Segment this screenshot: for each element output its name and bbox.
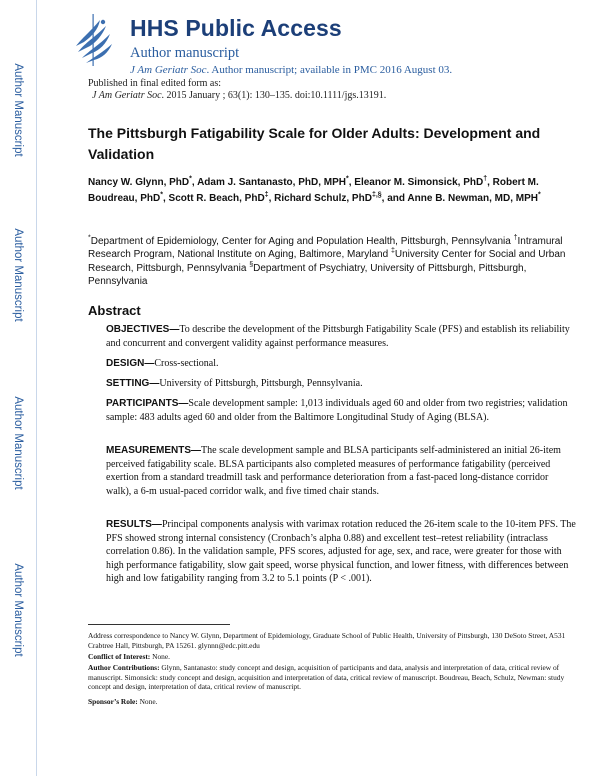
hhs-public-access-title: HHS Public Access [130, 15, 342, 41]
author: Richard Schulz, PhD‡,§, and [274, 191, 408, 204]
abstract-design: DESIGN—Cross-sectional. [106, 358, 219, 369]
left-margin [0, 0, 36, 776]
abstract-heading: Abstract [88, 303, 141, 318]
margin-divider [36, 0, 37, 776]
side-label: Author Manuscript [12, 63, 24, 157]
affiliation: Department of Epidemiology, Center for Aging and Population Health, Pittsburgh, Pennsylvania [90, 236, 511, 247]
author: Scott R. Beach, PhD‡, [168, 191, 275, 204]
article-title: The Pittsburgh Fatigability Scale for Older Adults: Development and Validation [88, 125, 541, 162]
abstract-results: RESULTS—Principal components analysis with varimax rotation reduced the 26-item scale to the 10-item PFS. The PFS showed strong internal consistency (Cronbach’s alpha 0.88) and excellent test–retest reliability (intraclass correlation 0.86). In the validation sample, PFS scores, adjusted for age, sex, and race, were greater for those with high performance fatigability, slow gait speed, worse physical function, and lower fitness, with differences between high and low fatigability ranging from 3.2 to 5.1 points (P < .001). [106, 519, 576, 584]
side-label: Author Manuscript [12, 396, 24, 490]
author: Anne B. Newman, MD, MPH* [407, 191, 541, 204]
affiliations: *Department of Epidemiology, Center for Aging and Population Health, Pittsburgh, Pennsylvania †Intramural Research Program, National Institute on Aging, Baltimore, Maryland ‡University Center for Social and Urban Research, Pittsburgh, Pennsylvania §Department of Psychiatry, University of Pittsburgh, Pittsburgh, Pennsylvania [88, 234, 566, 287]
author-manuscript-subtitle: Author manuscript [130, 45, 240, 61]
publication-citation: J Am Geriatr Soc. 2015 January ; 63(1): 130–135. doi:10.1111/jgs.13191. [92, 90, 387, 101]
affiliation: Intramural Research Program, National Institute on Aging, Baltimore, Maryland [88, 236, 563, 261]
journal-name: J Am Geriatr Soc [130, 64, 207, 76]
footnote-divider [88, 624, 230, 625]
author-list [88, 175, 584, 207]
sponsor-note: Sponsor’s Role: None. [88, 697, 158, 706]
side-label: Author Manuscript [12, 563, 24, 657]
abstract-measurements: MEASUREMENTS—The scale development sample and BLSA participants self-administered an initial 26-item perceived fatigability scale. BLSA participants also completed measures of performance fatigability (perceived exertion from a standard treadmill task and performance deterioration from a fast-paced long-distance corridor walk), a 6-m usual-paced corridor walk, and five timed chair stands. [106, 445, 561, 497]
side-label: Author Manuscript [12, 228, 24, 322]
availability-line: J Am Geriatr Soc. Author manuscript; available in PMC 2016 August 03. [130, 64, 453, 76]
publication-info: Published in final edited form as: J Am Geriatr Soc. 2015 January ; 63(1): 130–135. doi:10.1111/jgs.13191. [88, 78, 387, 101]
author: Eleanor M. Simonsick, PhD†, [354, 175, 493, 188]
abstract-objectives: OBJECTIVES—To describe the development of the Pittsburgh Fatigability Scale (PFS) and establish its reliability and concurrent and convergent validity against performance measures. [106, 324, 570, 349]
correspondence-note: Address correspondence to Nancy W. Glynn, Department of Epidemiology, Graduate School of Public Health, University of Pittsburgh, 130 DeSoto Street, A531 Crabtree Hall, Pittsburgh, PA 15261. glynnn@edc.pitt.edu [88, 631, 566, 650]
hhs-header [72, 12, 592, 74]
contributions-note: Author Contributions: Glynn, Santanasto: study concept and design, acquisition of participants and data, analysis and interpretation of data, critical review of manuscript. Simonsick: study concept and design, acquisition and interpretation of data, critical review of manuscript. Boudreau, Beach, Schulz, Newman: study concept and design, interpretation of data, critical review of manuscript. [88, 663, 565, 692]
conflict-note: Conflict of Interest: None. [88, 652, 170, 661]
abstract-setting: SETTING—University of Pittsburgh, Pittsburgh, Pennsylvania. [106, 378, 363, 389]
author: Nancy W. Glynn, PhD*, [88, 175, 198, 188]
affiliation: University Center for Social and Urban Research, Pittsburgh, Pennsylvania [88, 249, 566, 274]
abstract-participants: PARTICIPANTS—Scale development sample: 1,013 individuals aged 60 and older from two registries; validation sample: 483 adults aged 60 and older from the Baltimore Longitudinal Study of Aging (BLSA). [106, 398, 568, 423]
author: Adam J. Santanasto, PhD, MPH*, [197, 175, 355, 188]
hhs-eagle-logo-icon [72, 12, 116, 68]
affiliation: Department of Psychiatry, University of Pittsburgh, Pittsburgh, Pennsylvania [88, 262, 527, 287]
author: Robert M. Boudreau, PhD*, [88, 177, 539, 204]
